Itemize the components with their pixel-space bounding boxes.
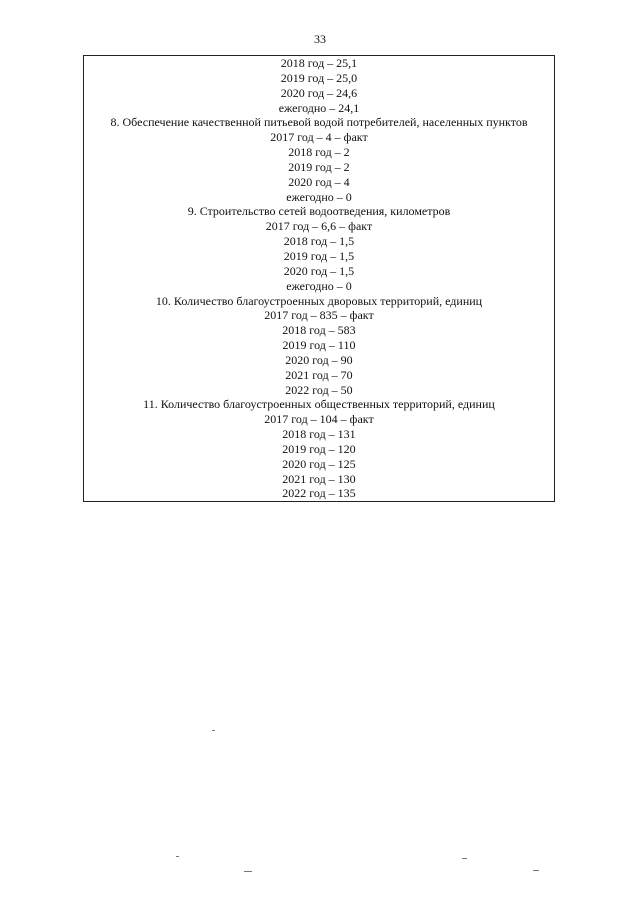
- table-line: 2020 год – 90: [285, 352, 353, 367]
- table-line: 2019 год – 110: [282, 338, 356, 353]
- table-line: 2019 год – 1,5: [283, 248, 355, 263]
- scan-speck: [462, 858, 467, 859]
- table-line: 2020 год – 1,5: [283, 263, 355, 278]
- table-line: 2020 год – 4: [288, 174, 350, 189]
- table-line: 2019 год – 25,0: [280, 70, 358, 85]
- scan-speck: [533, 870, 539, 871]
- table-line: ежегодно – 0: [286, 278, 352, 293]
- table-line: 2020 год – 125: [282, 456, 356, 471]
- table-line: 2018 год – 1,5: [283, 234, 355, 249]
- indicators-table-cell: [83, 55, 555, 502]
- table-line: ежегодно – 0: [286, 189, 352, 204]
- section-heading-10: 10. Количество благоустроенных дворовых территорий, единиц: [155, 293, 483, 308]
- table-line: 2017 год – 6,6 – факт: [265, 219, 373, 234]
- table-line: 2017 год – 4 – факт: [270, 130, 368, 145]
- table-line: ежегодно – 24,1: [278, 100, 360, 115]
- table-line: 2018 год – 2: [288, 145, 350, 160]
- table-line: 2019 год – 2: [288, 159, 350, 174]
- table-line: 2022 год – 135: [282, 486, 356, 501]
- table-line: 2021 год – 70: [285, 367, 353, 382]
- table-line: 2017 год – 835 – факт: [264, 308, 374, 323]
- table-line: 2017 год – 104 – факт: [264, 412, 374, 427]
- table-line: 2018 год – 131: [282, 427, 356, 442]
- table-line: 2020 год – 24,6: [280, 85, 358, 100]
- page-number: 33: [314, 32, 326, 46]
- table-line: 2018 год – 583: [282, 323, 356, 338]
- section-heading-11: 11. Количество благоустроенных общественных территорий, единиц: [143, 397, 495, 412]
- table-line: 2019 год – 120: [282, 441, 356, 456]
- scan-speck: [176, 856, 179, 857]
- section-heading-8: 8. Обеспечение качественной питьевой водой потребителей, населенных пунктов: [110, 115, 528, 130]
- table-line: 2021 год – 130: [282, 471, 356, 486]
- scan-speck: [244, 871, 252, 872]
- section-heading-9: 9. Строительство сетей водоотведения, километров: [187, 204, 451, 219]
- scan-speck: [212, 730, 215, 731]
- table-line: 2022 год – 50: [285, 382, 353, 397]
- table-line: 2018 год – 25,1: [280, 56, 358, 70]
